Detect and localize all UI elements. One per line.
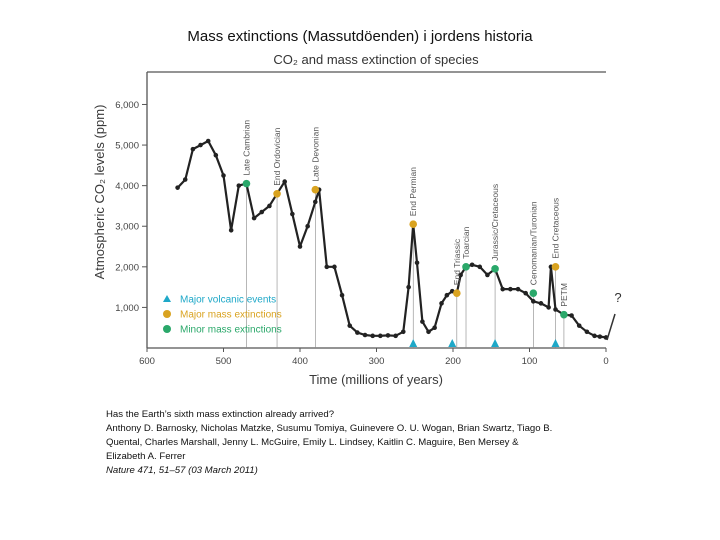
extinction-point [453,289,461,297]
co2-point [531,299,536,304]
event-label: Late Cambrian [241,119,252,176]
legend-marker [163,310,171,318]
co2-point [553,307,558,312]
y-tick-label: 5,000 [115,140,139,152]
event-label: Late Devonian [310,126,321,182]
co2-point [214,153,219,158]
co2-point [445,293,450,298]
event-label: PETM [558,283,569,307]
y-tick-label: 4,000 [115,181,139,193]
slide-title: Mass extinctions (Massutdöenden) i jordens historia [187,28,533,45]
co2-point [206,139,211,144]
co2-point [577,323,582,328]
y-axis-label: Atmospheric CO₂ levels (ppm) [92,104,107,280]
co2-point [516,287,521,292]
co2-point [508,287,513,292]
y-tick-label: 2,000 [115,262,139,274]
co2-point [415,260,420,265]
question-mark: ? [614,290,622,305]
co2-point [355,330,360,335]
co2-point [237,183,242,188]
event-label: Jurassic/Cretaceous [490,183,501,261]
x-tick-label: 400 [292,356,308,367]
x-tick-label: 600 [139,356,155,367]
chart-title: CO₂ and mass extinction of species [273,52,479,67]
co2-point [523,291,528,296]
co2-point [175,185,180,190]
event-label: End Triassic [451,238,462,286]
legend-label: Major mass extinctions [180,309,282,321]
extinction-point [462,263,470,271]
co2-point [221,173,226,178]
legend-label: Major volcanic events [180,294,277,306]
event-label: End Permian [408,167,419,217]
co2-point [363,333,368,338]
co2-point [324,265,329,270]
legend-label: Minor mass extinctions [180,324,282,336]
co2-point [539,301,544,306]
citation-title: Has the Earth’s sixth mass extinction already arrived? [106,409,335,420]
x-axis-ticks [139,348,609,367]
co2-point [191,147,196,152]
co2-point [183,177,188,182]
co2-point [370,334,375,339]
co2-point [569,313,574,318]
x-tick-label: 300 [368,356,385,367]
extinction-point [273,190,281,198]
y-tick-label: 6,000 [115,99,139,111]
co2-point [305,224,310,229]
y-tick-label: 1,000 [115,302,139,314]
extinction-point [552,263,560,271]
co2-point [406,285,411,290]
event-label: End Cretaceous [550,197,561,259]
extinction-point [560,311,568,319]
co2-point [313,200,318,205]
co2-point [267,204,272,209]
co2-point [592,334,597,339]
co2-point [347,323,352,328]
event-label: Toarcian [461,226,471,259]
co2-point [259,210,264,215]
question-pointer [607,314,615,340]
co2-point [470,262,475,267]
citation-authors-1: Anthony D. Barnosky, Nicholas Matzke, Susumu Tomiya, Guinevere O. U. Wogan, Brian Swartz, Tiago B. [106,423,553,434]
citation [106,408,646,478]
co2-point [298,244,303,249]
volcanic-marker [491,339,499,347]
event-label: End Ordovician [272,127,282,186]
co2-point [432,325,437,330]
co2-point [585,329,590,334]
extinction-point [409,220,417,228]
x-tick-label: 0 [603,356,609,367]
legend [163,295,282,336]
x-tick-label: 200 [445,356,461,367]
extinction-point [530,289,538,297]
co2-point [500,287,505,292]
volcanic-marker [448,339,456,347]
co2-point [426,329,431,334]
extinction-point [312,186,320,194]
co2-point [420,319,425,324]
co2-point [546,305,551,310]
citation-authors-3: Elizabeth A. Ferrer [106,451,186,462]
extinction-point [243,180,251,188]
co2-point [340,293,345,298]
volcanic-markers [409,339,559,347]
co2-point [282,179,287,184]
co2-point [401,329,406,334]
co2-point [393,334,398,339]
co2-point [485,273,490,278]
extinction-points [243,180,568,319]
legend-marker [163,295,171,302]
x-tick-label: 100 [521,356,538,367]
co2-point [598,334,603,339]
co2-point [332,265,337,270]
co2-point [378,334,383,339]
volcanic-marker [552,339,560,347]
citation-journal: Nature 471, 51–57 (03 March 2011) [106,465,258,476]
extinction-point [491,265,499,273]
co2-point [439,301,444,306]
co2-point [477,265,482,270]
event-label: Cenomanian/Turonian [528,201,539,286]
legend-marker [163,325,171,333]
volcanic-marker [409,339,417,347]
co2-point [290,212,295,217]
co2-point [386,333,391,338]
co2-point [198,143,203,148]
co2-point [229,228,234,233]
y-tick-label: 3,000 [115,221,139,233]
x-axis-label: Time (millions of years) [309,372,443,387]
citation-authors-2: Quental, Charles Marshall, Jenny L. McGuire, Emily L. Lindsey, Kaitlin C. Maguire, Ben Mersey & [106,437,519,448]
x-tick-label: 500 [215,356,232,367]
y-axis-ticks [115,100,147,314]
co2-point [252,216,257,221]
